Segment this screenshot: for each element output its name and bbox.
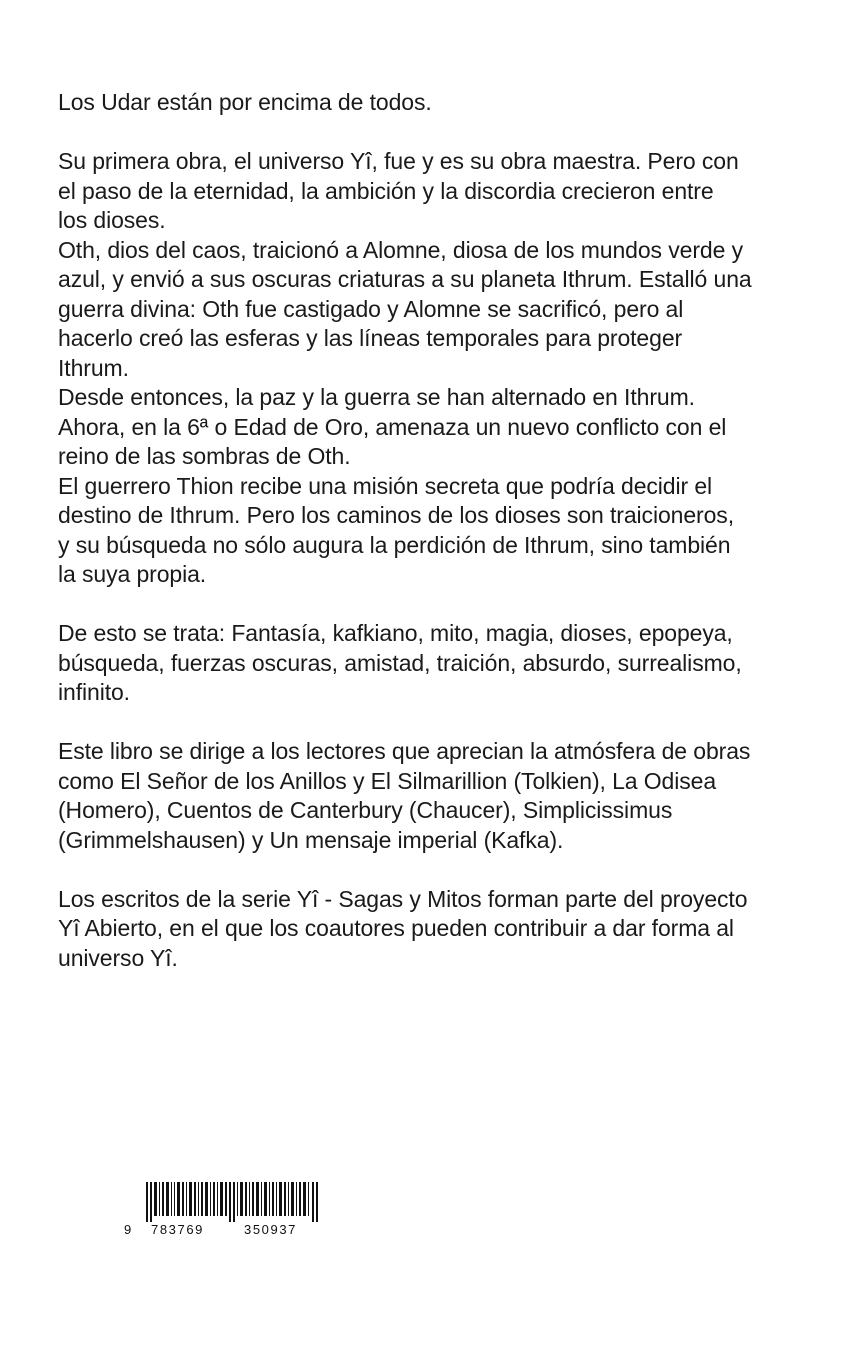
text-line: los dioses. [58,207,166,233]
text-line: reino de las sombras de Oth. [58,443,351,469]
back-cover-text [58,88,798,973]
text-line: Ahora, en la 6ª o Edad de Oro, amenaza un nuevo conflicto con el [58,413,727,440]
paragraph-gap [58,118,798,148]
text-line: destino de Ithrum. Pero los caminos de los dioses son traicioneros, [58,502,734,528]
text-line: Desde entonces, la paz y la guerra se han alternado en Ithrum. [58,384,695,410]
text-line: hacerlo creó las esferas y las líneas temporales para proteger [58,325,683,351]
barcode-right-group: 350937 [244,1222,297,1237]
text-line: Los Udar están por encima de todos. [58,89,432,115]
text-line: El guerrero Thion recibe una misión secreta que podría decidir el [58,472,713,499]
text-line: y su búsqueda no sólo augura la perdición de Ithrum, sino también [58,531,731,558]
text-line: (Grimmelshausen) y Un mensaje imperial (Kafka). [58,826,564,853]
text-line: Oth, dios del caos, traicionó a Alomne, diosa de los mundos verde y [58,236,743,263]
paragraph-gap [58,855,798,885]
text-line: Los escritos de la serie Yî - Sagas y Mitos forman parte del proyecto [58,885,748,912]
text-line: como El Señor de los Anillos y El Silmarillion (Tolkien), La Odisea [58,767,717,794]
text-line: búsqueda, fuerzas oscuras, amistad, traición, absurdo, surrealismo, [58,649,742,676]
barcode-first-digit: 9 [124,1222,132,1237]
text-line: Su primera obra, el universo Yî, fue y es su obra maestra. Pero con [58,148,739,174]
isbn-barcode [124,1182,334,1242]
paragraph-gap [58,708,798,738]
text-line: el paso de la eternidad, la ambición y la discordia crecieron entre [58,177,714,204]
text-line: Ithrum. [58,354,129,381]
barcode-left-group: 783769 [151,1222,204,1237]
text-line: Yî Abierto, en el que los coautores pueden contribuir a dar forma al [58,915,734,941]
paragraph-gap [58,590,798,620]
text-line: infinito. [58,679,130,705]
text-line: guerra divina: Oth fue castigado y Alomne se sacrificó, pero al [58,295,684,322]
text-line: azul, y envió a sus oscuras criaturas a su planeta Ithrum. Estalló una [58,266,752,292]
text-line: Este libro se dirige a los lectores que aprecian la atmósfera de obras [58,738,751,764]
text-line: la suya propia. [58,561,207,587]
text-line: (Homero), Cuentos de Canterbury (Chaucer), Simplicissimus [58,797,673,823]
text-line: universo Yî. [58,944,178,971]
barcode-bars [124,1182,334,1222]
text-line: De esto se trata: Fantasía, kafkiano, mito, magia, dioses, epopeya, [58,620,733,646]
